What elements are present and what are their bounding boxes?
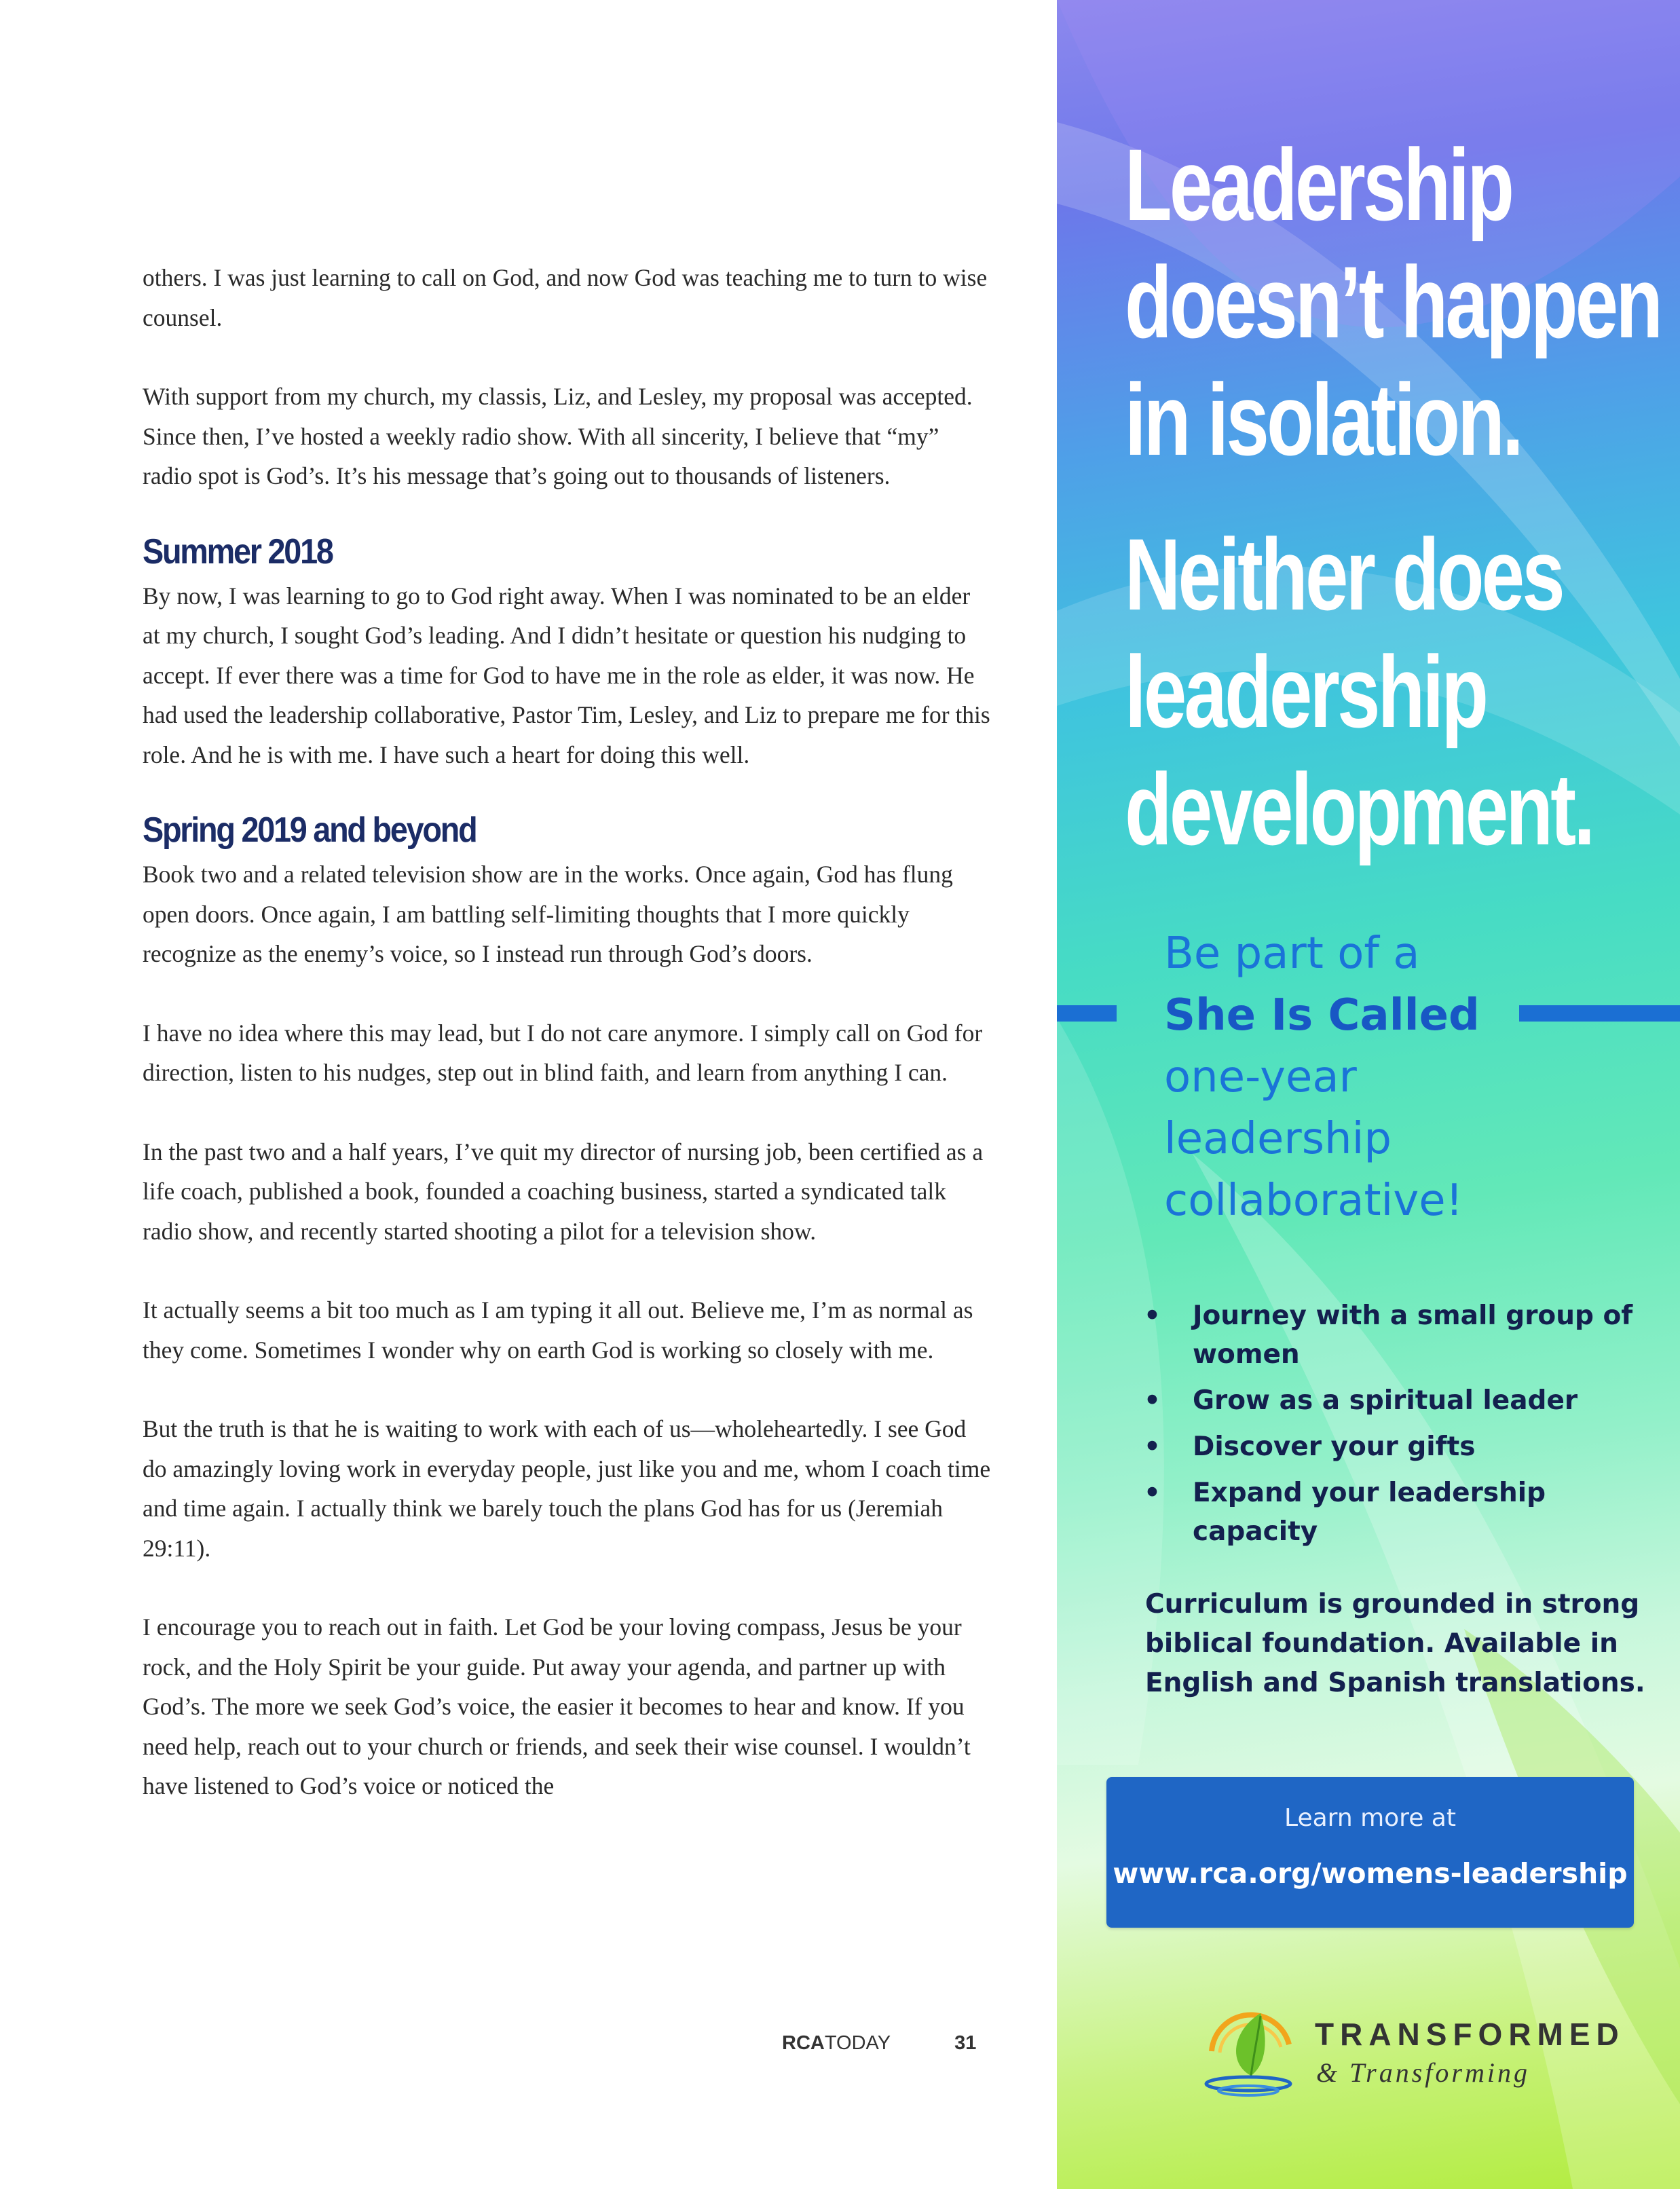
leadership-advertisement [1057, 0, 1680, 2189]
headline-line: Leadership [1125, 128, 1512, 242]
bullet-icon: • [1144, 1385, 1161, 1416]
list-item-text: Grow as a spiritual leader [1193, 1385, 1578, 1416]
list-item-text: Expand your leadership capacity [1193, 1478, 1546, 1547]
article-body [143, 258, 991, 1806]
leaf-sunrise-icon [1193, 1989, 1308, 2104]
logo-subtitle: & Transforming [1316, 2057, 1530, 2088]
program-benefits-list [1138, 1296, 1654, 1558]
footer-brand-bold: RCA [782, 2032, 825, 2054]
bullet-icon: • [1144, 1301, 1161, 1331]
article-paragraph: I have no idea where this may lead, but I do not care anymore. I simply call on God for direction, listen to his nudges, step out in blind faith, and learn from anything I can. [143, 1019, 983, 1086]
footer-brand-light: TODAY [824, 2032, 891, 2054]
accent-bar-left [1057, 1005, 1117, 1022]
learn-more-url-link[interactable]: www.rca.org/womens-leadership [1113, 1857, 1628, 1890]
list-item [1138, 1427, 1654, 1466]
logo-title: TRANSFORMED [1315, 2017, 1625, 2052]
page-footer [782, 2032, 976, 2055]
list-item [1138, 1296, 1654, 1374]
invite-line: one-year [1164, 1052, 1357, 1102]
list-item-text: Discover your gifts [1193, 1432, 1476, 1462]
article-paragraph: With support from my church, my classis, Liz, and Lesley, my proposal was accepted. Since then, I’ve hosted a weekly radio show. With all sincerity, I believe that “my” radio spot is God’s. It’s his message that’s going out to thousands of listeners. [143, 383, 973, 489]
bullet-icon: • [1144, 1432, 1161, 1462]
learn-more-label: Learn more at [1284, 1804, 1456, 1832]
invite-line: Be part of a [1164, 929, 1420, 979]
transformed-logo [1193, 1989, 1625, 2111]
section-heading-summer-2018: Summer 2018 [143, 531, 333, 572]
bullet-icon: • [1144, 1478, 1161, 1508]
curriculum-note: Curriculum is grounded in strong biblical foundation. Available in English and Spanish translations. [1145, 1589, 1645, 1698]
headline-line: doesn’t happen [1125, 245, 1661, 359]
article-paragraph: I encourage you to reach out in faith. Let God be your loving compass, Jesus be your rock, and the Holy Spirit be your guide. Put away your agenda, and partner up with God’s. The more we seek God’s voice, the easier it becomes to hear and know. If you need help, reach out to your church or friends, and seek their wise counsel. I wouldn’t have listened to God’s voice or noticed the [143, 1613, 971, 1799]
headline-line: leadership [1125, 635, 1487, 749]
learn-more-button[interactable] [1106, 1777, 1634, 1928]
headline-line: development. [1125, 752, 1593, 866]
headline-line: in isolation. [1125, 362, 1521, 476]
article-paragraph: Book two and a related television show are in the works. Once again, God has flung open doors. Once again, I am battling self-limiting thoughts that I more quickly recognize as the enemy’s voice, so I instead run through God’s doors. [143, 861, 953, 967]
headline-leadership-development [1125, 516, 1593, 868]
program-invitation [1164, 923, 1517, 1232]
section-heading-spring-2019: Spring 2019 and beyond [143, 810, 477, 850]
article-paragraph: In the past two and a half years, I’ve quit my director of nursing job, been certified as a life coach, published a book, founded a coaching business, started a syndicated talk radio show, and recently started shooting a pilot for a television show. [143, 1138, 984, 1245]
article-paragraph: others. I was just learning to call on God, and now God was teaching me to turn to wise counsel. [143, 264, 988, 331]
invite-line: leadership [1164, 1114, 1392, 1164]
list-item [1138, 1381, 1654, 1420]
article-paragraph: By now, I was learning to go to God right away. When I was nominated to be an elder at my church, I sought God’s leading. And I didn’t hesitate or question his nudging to accept. If ever there was a time for God to have me in the role as elder, it was now. He had used the leadership collaborative, Pastor Tim, Lesley, and Liz to prepare me for this role. And he is with me. I have such a heart for doing this well. [143, 582, 990, 768]
program-name: She Is Called [1164, 990, 1480, 1041]
article-paragraph: But the truth is that he is waiting to work with each of us—wholeheartedly. I see God do amazingly loving work in everyday people, just like you and me, whom I coach time and time again. I actually think we barely touch the plans God has for us (Jeremiah 29:11). [143, 1415, 991, 1562]
list-item-text: Journey with a small group of women [1193, 1301, 1633, 1370]
page-number: 31 [954, 2032, 977, 2054]
accent-bar-right [1519, 1005, 1680, 1022]
article-paragraph: It actually seems a bit too much as I am typing it all out. Believe me, I’m as normal as they come. Sometimes I wonder why on earth God is working so closely with me. [143, 1296, 973, 1364]
invite-line: collaborative! [1164, 1176, 1463, 1226]
list-item [1138, 1474, 1654, 1551]
headline-line: Neither does [1125, 517, 1563, 631]
headline-leadership-isolation [1125, 126, 1661, 479]
